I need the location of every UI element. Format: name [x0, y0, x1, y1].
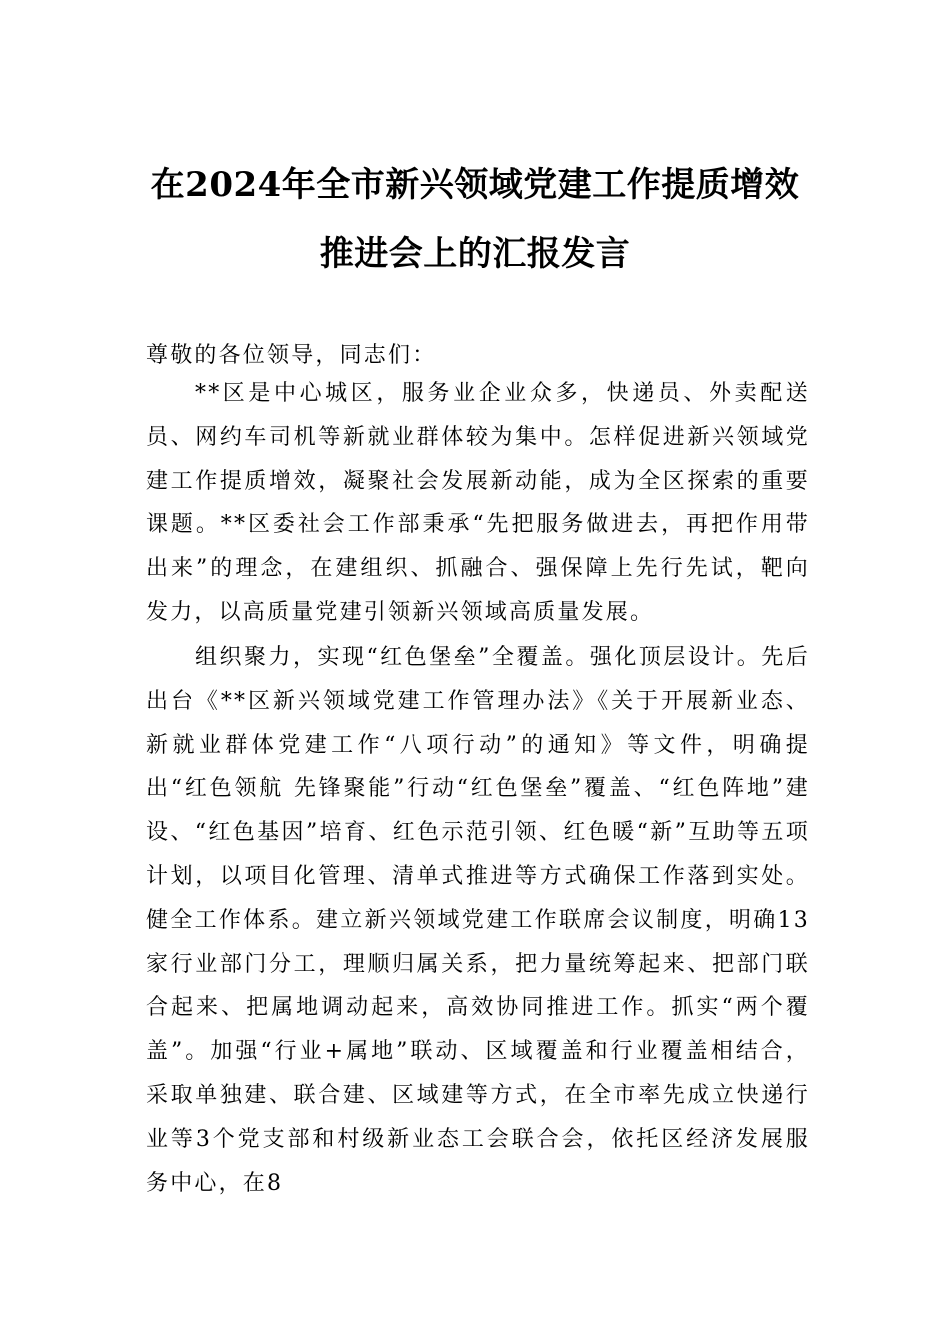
document-title-line-1: 在2024年全市新兴领域党建工作提质增效 — [150, 165, 800, 205]
paragraph-2: 组织聚力，实现“红色堡垒”全覆盖。强化顶层设计。先后出台《**区新兴领域党建工作管理办法》《关于开展新业态、新就业群体党建工作“八项行动”的通知》等文件，明确提出“红色领航 先锋聚能”行动“红色堡垒”覆盖、“红色阵地”建设、“红色基因”培育、红色示范引领、红色暖“新”互助等五项计划，以项目化管理、清单式推进等方式确保工作落到实处。健全工作体系。建立新兴领域党建工作联席会议制度，明确13家行业部门分工，理顺归属关系，把力量统筹起来、把部门联合起来、把属地调动起来，高效协同推进工作。抓实“两个覆盖”。加强“行业+属地”联动、区域覆盖和行业覆盖相结合，采取单独建、联合建、区域建等方式，在全市率先成立快递行业等3个党支部和村级新业态工会联合会，依托区经济发展服务中心，在8 — [146, 645, 810, 1196]
document-title-line-2: 推进会上的汇报发言 — [319, 234, 631, 274]
salutation: 尊敬的各位领导，同志们： — [146, 343, 437, 368]
paragraph-1: **区是中心城区，服务业企业众多，快递员、外卖配送员、网约车司机等新就业群体较为集中。怎样促进新兴领域党建工作提质增效，凝聚社会发展新动能，成为全区探索的重要课题。**区委社会工作部秉承“先把服务做进去，再把作用带出来”的理念，在建组织、抓融合、强保障上先行先试，靶向发力，以高质量党建引领新兴领域高质量发展。 — [146, 381, 810, 625]
